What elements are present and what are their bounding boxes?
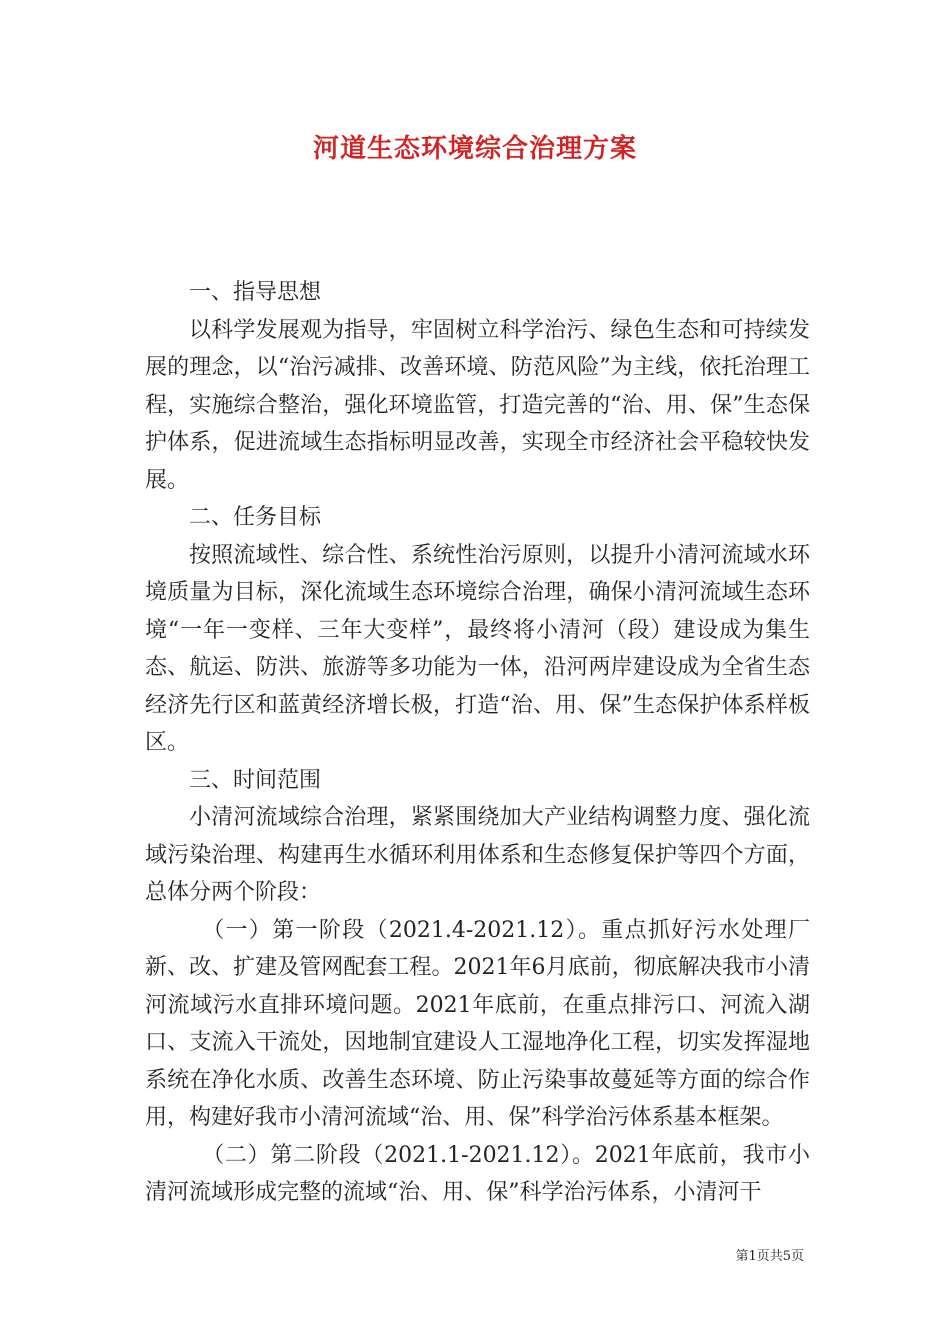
- paragraph-stage-one: （一）第一阶段（2021.4-2021.12）。重点抓好污水处理厂新、改、扩建及管网配套工程。2021年6月底前，彻底解决我市小清河流域污水直排环境问题。2021年底前，在重点排污口、河流入湖口、支流入干流处，因地制宜建设人工湿地净化工程，切实发挥湿地系统在净化水质、改善生态环境、防止污染事故蔓延等方面的综合作用，构建好我市小清河流域“治、用、保”科学治污体系基本框架。: [145, 917, 810, 1130]
- paragraph-task-goals: 按照流域性、综合性、系统性治污原则，以提升小清河流域水环境质量为目标，深化流域生态环境综合治理，确保小清河流域生态环境“一年一变样、三年大变样”，最终将小清河（段）建设成为集生态、航运、防洪、旅游等多功能为一体，沿河两岸建设成为全省生态经济先行区和蓝黄经济增长极，打造“治、用、保”生态保护体系样板区。: [145, 542, 810, 755]
- document-body: [145, 274, 810, 1212]
- paragraph-stage-two: （二）第二阶段（2021.1-2021.12）。2021年底前，我市小清河流域形成完整的流域“治、用、保”科学治污体系，小清河干: [145, 1142, 810, 1205]
- heading-time-scope: 三、时间范围: [189, 767, 322, 793]
- paragraph-guiding-ideology: 以科学发展观为指导，牢固树立科学治污、绿色生态和可持续发展的理念，以“治污减排、改善环境、防范风险”为主线，依托治理工程，实施综合整治，强化环境监管，打造完善的“治、用、保”生态保护体系，促进流域生态指标明显改善，实现全市经济社会平稳较快发展。: [145, 317, 810, 493]
- paragraph-time-scope: 小清河流域综合治理，紧紧围绕加大产业结构调整力度、强化流域污染治理、构建再生水循环利用体系和生态修复保护等四个方面，总体分两个阶段：: [145, 805, 810, 905]
- page-number-footer: 第1页共5页: [735, 1249, 804, 1264]
- heading-guiding-ideology: 一、指导思想: [189, 280, 322, 305]
- heading-task-goals: 二、任务目标: [189, 505, 322, 530]
- document-title: 河道生态环境综合治理方案: [312, 134, 637, 164]
